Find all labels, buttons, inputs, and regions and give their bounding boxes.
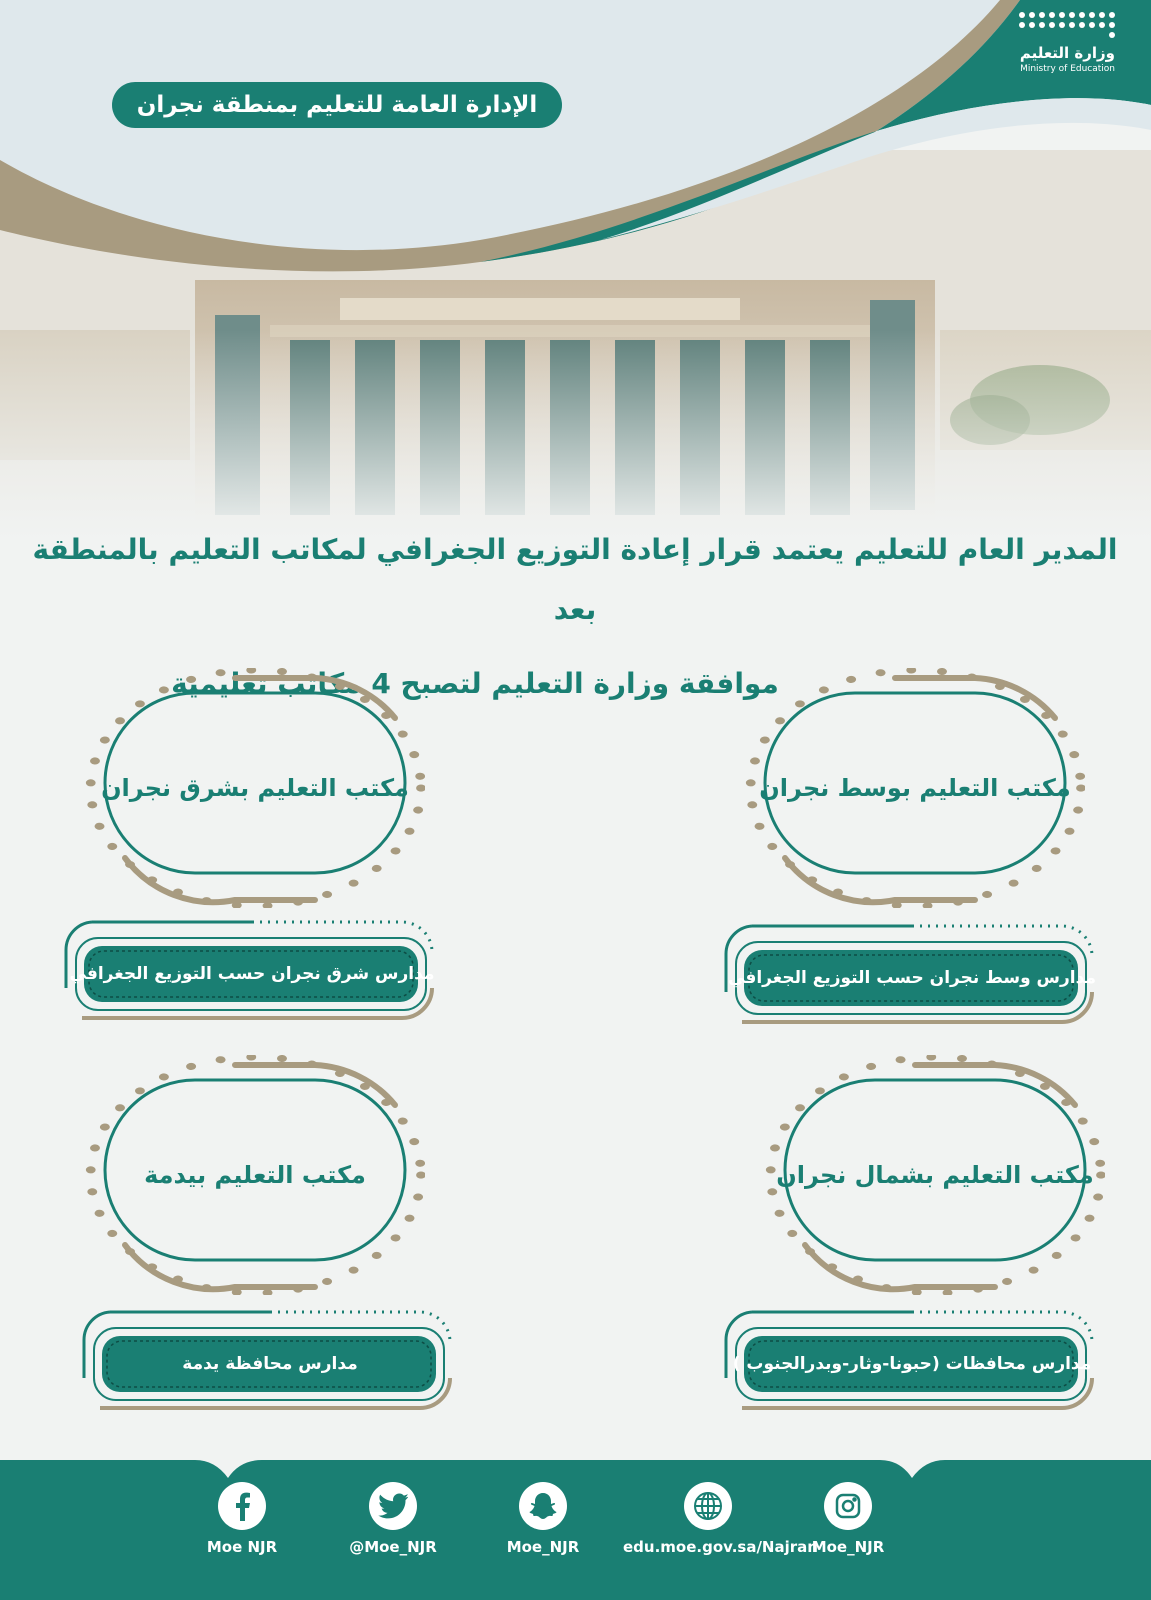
office-card-yadamah: [85, 1055, 425, 1295]
headline-line-2: موافقة وزارة التعليم لتصبح 4 مكاتب تعليمية: [171, 667, 779, 700]
schools-box-yadamah: [80, 1308, 460, 1420]
office-card-north: [765, 1055, 1105, 1295]
social-website[interactable]: [623, 1482, 818, 1556]
schools-label: مدارس شرق نجران حسب التوزيع الجغرافي: [69, 964, 435, 984]
facebook-icon: [218, 1482, 266, 1530]
schools-label: مدارس محافظات (حبونا-وثار-وبدرالجنوب ): [732, 1354, 1092, 1374]
hero-artwork: [0, 0, 1151, 540]
snapchat-icon: [519, 1482, 567, 1530]
social-facebook[interactable]: [167, 1482, 317, 1556]
office-name: مكتب التعليم بيدمة: [144, 1161, 366, 1189]
office-card-center: [745, 668, 1085, 908]
instagram-icon: [824, 1482, 872, 1530]
schools-label: مدارس محافظة يدمة: [182, 1354, 358, 1374]
ministry-logo-mark-icon: [1015, 12, 1115, 38]
ministry-logo: [1005, 12, 1115, 74]
social-handle: edu.moe.gov.sa/Najran: [623, 1538, 818, 1556]
twitter-icon: [369, 1482, 417, 1530]
schools-box-north: [722, 1308, 1102, 1420]
schools-box-east: [62, 918, 442, 1030]
ministry-name-arabic: وزارة التعليم: [1019, 44, 1115, 62]
office-name: مكتب التعليم بوسط نجران: [759, 774, 1071, 802]
globe-icon: [684, 1482, 732, 1530]
schools-box-center: [722, 922, 1102, 1034]
social-instagram[interactable]: [773, 1482, 923, 1556]
headline-line-1: المدير العام للتعليم يعتمد قرار إعادة التوزيع الجغرافي لمكاتب التعليم بالمنطقة بعد: [32, 533, 1118, 626]
social-handle: Moe_NJR: [506, 1538, 580, 1556]
admin-title-pill: [112, 82, 562, 128]
footer: [0, 1460, 1151, 1600]
social-snapchat[interactable]: [468, 1482, 618, 1556]
social-twitter[interactable]: [318, 1482, 468, 1556]
ministry-name-english: Ministry of Education: [1020, 64, 1115, 74]
hero-banner: [0, 0, 1151, 540]
social-handle: Moe_NJR: [811, 1538, 885, 1556]
social-handle: Moe NJR: [206, 1538, 278, 1556]
office-card-east: [85, 668, 425, 908]
office-name: مكتب التعليم بشرق نجران: [101, 774, 409, 802]
office-name: مكتب التعليم بشمال نجران: [776, 1161, 1094, 1189]
admin-title: الإدارة العامة للتعليم بمنطقة نجران: [136, 92, 538, 118]
schools-label: مدارس وسط نجران حسب التوزيع الجغرافي: [728, 968, 1096, 988]
social-handle: @Moe_NJR: [349, 1538, 437, 1556]
